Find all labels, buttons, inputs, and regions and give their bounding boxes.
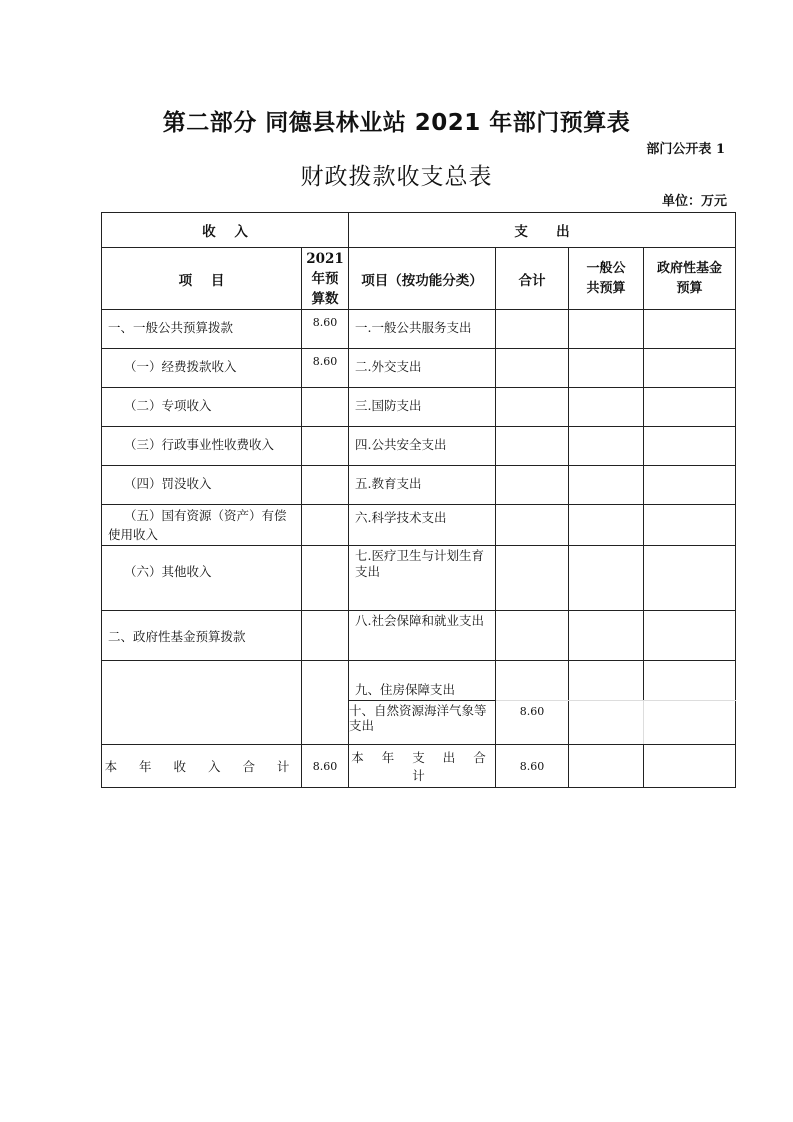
- table-number: 部门公开表 1: [646, 142, 725, 157]
- income-total-amount: 8.60: [302, 745, 349, 788]
- table-row: [102, 427, 736, 466]
- expense-item: 四.公共安全支出: [349, 427, 496, 466]
- income-amount: [302, 661, 349, 745]
- table-row: [102, 611, 736, 661]
- expense-gov-fund: [644, 466, 736, 505]
- income-amount: 8.60: [302, 349, 349, 388]
- expense-item: 三.国防支出: [349, 388, 496, 427]
- expense-general: [569, 546, 644, 611]
- expense-item: 五.教育支出: [349, 466, 496, 505]
- expense-item: 八.社会保障和就业支出: [349, 611, 496, 661]
- income-item: 一、一般公共预算拨款: [102, 310, 302, 349]
- expense-total-label: 本 年 支 出 合 计: [349, 745, 496, 788]
- expense-gov-fund: [644, 310, 736, 349]
- item-header: 项 目: [102, 248, 302, 310]
- expense-gov-fund: [644, 701, 736, 745]
- expense-gov-fund: [644, 505, 736, 546]
- expense-total: 8.60: [496, 701, 569, 745]
- expense-total: [496, 505, 569, 546]
- expense-general: [569, 388, 644, 427]
- income-item: 二、政府性基金预算拨款: [102, 611, 302, 661]
- expense-general: [569, 611, 644, 661]
- expense-general: [569, 505, 644, 546]
- income-header: 收 入: [102, 213, 349, 248]
- expense-item: 十、自然资源海洋气象等支出: [349, 701, 496, 745]
- expense-general: [569, 349, 644, 388]
- expense-total: [496, 546, 569, 611]
- income-item: （一）经费拨款收入: [102, 349, 302, 388]
- gov-fund-budget-header: 政府性基金预算: [644, 248, 736, 310]
- income-amount: [302, 611, 349, 661]
- income-amount: [302, 466, 349, 505]
- budget-table: [101, 212, 736, 788]
- expense-item: 二.外交支出: [349, 349, 496, 388]
- expense-gov-fund: [644, 611, 736, 661]
- table-row: [102, 310, 736, 349]
- table-row: [102, 466, 736, 505]
- expense-gov-fund: [644, 661, 736, 701]
- income-amount: [302, 546, 349, 611]
- expense-total: [496, 427, 569, 466]
- table-row: [102, 349, 736, 388]
- income-amount: [302, 427, 349, 466]
- expense-gov-fund: [644, 388, 736, 427]
- main-title: 第二部分 同德县林业站 2021 年部门预算表: [162, 110, 631, 136]
- table-row: [102, 661, 736, 701]
- function-item-header: 项目（按功能分类）: [349, 248, 496, 310]
- expense-total: [496, 388, 569, 427]
- expense-total: [496, 349, 569, 388]
- table-row: [102, 388, 736, 427]
- expense-header: 支 出: [349, 213, 736, 248]
- expense-general: [569, 466, 644, 505]
- table-title: 财政拨款收支总表: [300, 164, 493, 190]
- income-item: （六）其他收入: [102, 546, 302, 611]
- unit-label: 单位：万元: [661, 194, 727, 209]
- budget-2021-header: 2021年预算数: [302, 248, 349, 310]
- expense-total: [496, 310, 569, 349]
- expense-item: 六.科学技术支出: [349, 505, 496, 546]
- income-item: （五）国有资源（资产）有偿使用收入: [102, 505, 302, 546]
- expense-total: [496, 466, 569, 505]
- header-row-top: [102, 213, 736, 248]
- table-row: [102, 505, 736, 546]
- expense-general: [569, 310, 644, 349]
- total-header: 合计: [496, 248, 569, 310]
- expense-item: 九、住房保障支出: [349, 661, 496, 701]
- expense-general: [569, 427, 644, 466]
- income-amount: [302, 388, 349, 427]
- expense-total: [496, 661, 569, 701]
- expense-general-total: [569, 745, 644, 788]
- expense-total: [496, 611, 569, 661]
- expense-item: 七.医疗卫生与计划生育支出: [349, 546, 496, 611]
- income-item: [102, 661, 302, 745]
- income-item: （二）专项收入: [102, 388, 302, 427]
- income-item: （四）罚没收入: [102, 466, 302, 505]
- income-item: （三）行政事业性收费收入: [102, 427, 302, 466]
- expense-general: [569, 701, 644, 745]
- expense-gov-fund: [644, 349, 736, 388]
- income-total-label: 本 年 收 入 合 计: [102, 745, 302, 788]
- general-budget-header: 一般公共预算: [569, 248, 644, 310]
- income-amount: [302, 505, 349, 546]
- expense-gov-fund: [644, 427, 736, 466]
- totals-row: [102, 745, 736, 788]
- expense-total-amount: 8.60: [496, 745, 569, 788]
- expense-gov-fund-total: [644, 745, 736, 788]
- expense-item: 一.一般公共服务支出: [349, 310, 496, 349]
- expense-gov-fund: [644, 546, 736, 611]
- header-row-columns: [102, 248, 736, 310]
- expense-general: [569, 661, 644, 701]
- income-amount: 8.60: [302, 310, 349, 349]
- table-row: [102, 546, 736, 611]
